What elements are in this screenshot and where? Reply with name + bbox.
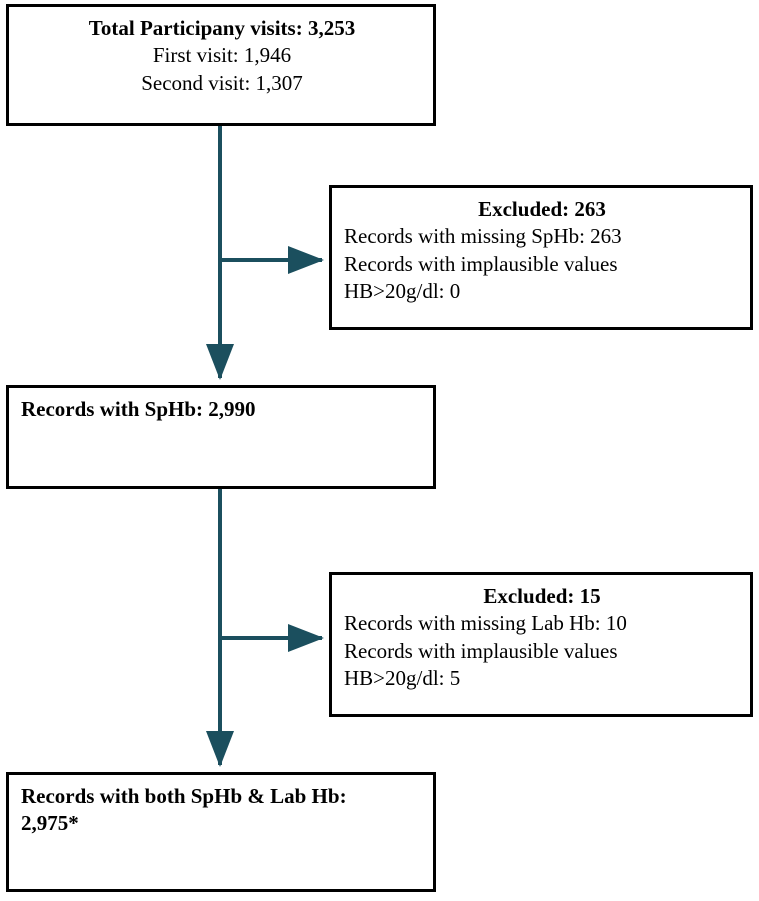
box-records-with-both xyxy=(6,772,436,892)
box-total-participant-visits xyxy=(6,4,436,126)
box-excluded-lab-hb-title: Excluded: 15 xyxy=(483,584,601,608)
box-excluded-sphb-title: Excluded: 263 xyxy=(478,197,606,221)
box-excluded-lab-hb-missing: Records with missing Lab Hb: 10 xyxy=(344,611,627,636)
box-excluded-sphb-threshold: HB>20g/dl: 0 xyxy=(344,278,461,303)
box-records-with-both-title: Records with both SpHb & Lab Hb: xyxy=(21,784,347,808)
box-excluded-sphb-implausible: Records with implausible values xyxy=(344,251,618,276)
box-total-second-visit: Second visit: 1,307 xyxy=(141,70,303,95)
box-records-with-sphb-title: Records with SpHb: 2,990 xyxy=(21,397,256,421)
box-total-title: Total Participany visits: 3,253 xyxy=(88,16,356,40)
box-excluded-lab-hb xyxy=(329,572,753,717)
box-records-with-sphb xyxy=(6,385,436,489)
box-records-with-both-count: 2,975* xyxy=(21,811,79,836)
box-total-first-visit: First visit: 1,946 xyxy=(152,43,292,68)
box-excluded-sphb-missing: Records with missing SpHb: 263 xyxy=(344,224,622,249)
box-excluded-lab-hb-implausible: Records with implausible values xyxy=(344,638,618,663)
box-excluded-lab-hb-threshold: HB>20g/dl: 5 xyxy=(344,665,461,690)
box-excluded-sphb xyxy=(329,185,753,330)
